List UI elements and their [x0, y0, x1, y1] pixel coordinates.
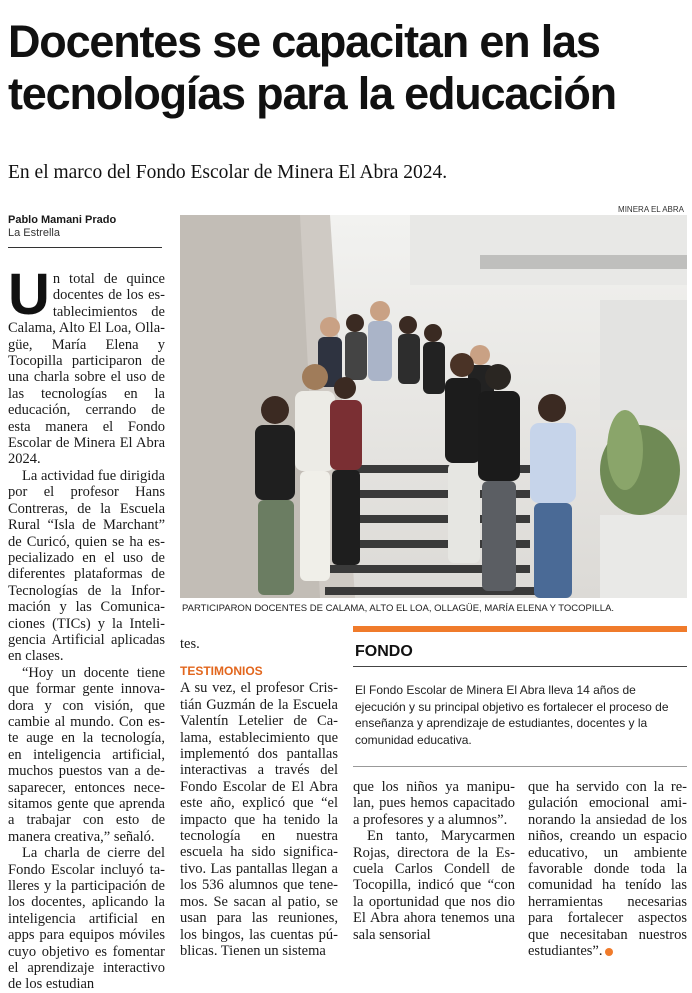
byline: [8, 214, 163, 239]
headline-line-1: Docentes se capacitan en las: [8, 16, 600, 67]
sidebar-title: FONDO: [355, 643, 413, 660]
author-name: Pablo Mamani Prado: [8, 214, 117, 226]
end-mark-icon: [605, 948, 613, 956]
paragraph-2: La actividad fue dirigida por el profesor Hans Contreras, de la Escuela Rural “Isla de Marchant” de Curicó, quien se ha especializado en el uso de diferentes plataformas de Tecnologías de la Información y las Comunicaciones (TICs) y la Inteligencia Artificial aplicadas en clases.: [8, 467, 165, 665]
paragraph-intro: [8, 262, 165, 468]
sidebar-divider: [353, 666, 687, 667]
body-column-3: [353, 779, 515, 943]
headline: [8, 16, 688, 120]
paragraph-6-continued: [528, 779, 687, 959]
photo-caption: PARTICIPARON DOCENTES DE CALAMA, ALTO EL LOA, OLLAGÜE, MARÍA ELENA Y TOCOPILLA.: [182, 603, 615, 614]
paragraph-6: En tanto, Marycarmen Rojas, directora de la Escuela Carlos Condell de Tocopilla, indicó que “con la oportunidad que nos dio El Abra ahora tenemos una sala sensorial: [353, 828, 515, 943]
body-column-4: [528, 779, 687, 959]
drop-cap: U: [8, 262, 50, 327]
photo-credit: MINERA EL ABRA: [618, 205, 684, 214]
sidebar-text: El Fondo Escolar de Minera El Abra lleva 14 años de ejecución y su principal objetivo es fortalecer el proceso de enseñanza y aprendizaje de estudiantes, docentes y la comunidad educativa.: [355, 683, 669, 747]
subtitle: En el marco del Fondo Escolar de Minera El Abra 2024.: [8, 162, 448, 183]
paragraph-4-continued: tes.: [180, 636, 200, 652]
group-photo: [180, 215, 687, 598]
paragraph-5-continued: que los niños ya manipulan, pues hemos capacitado a profesores y a alumnos”.: [353, 779, 515, 828]
paragraph-5: A su vez, el profesor Cristián Guzmán de la Escuela Valentín Letelier de Calama, establecimiento que implementó dos pantallas interactivas a través del Fondo Escolar de El Abra este año, explicó que “el impacto que ha tenido la tecnología en nuestra escuela ha sido significativo. Las pantallas llegan a los 536 alumnos que tenemos. Se sacan al patio, se usan para las reuniones, los bingos, las cuentas públicas. Tienen un sistema: [180, 680, 338, 959]
sidebar-bottom-divider: [353, 766, 687, 767]
paragraph-3: “Hoy un docente tiene que formar gente innovadora y con visión, que cambie al mundo. Con este auge en la tecnología, en inteligencia artificial, muchos puestos van a desaparecer, entonces necesitamos gente que aprenda a trabajar con esto de manera creativa,” señaló.: [8, 664, 165, 845]
sidebar-accent-bar: [353, 626, 687, 632]
section-heading-testimonios: TESTIMONIOS: [180, 664, 263, 679]
body-column-1: [8, 262, 165, 993]
paragraph-1-text: n total de quince docentes de los establecimientos de Calama, Alto El Loa, Ollagüe, María Elena y Tocopilla participaron de una charla sobre el uso de las tecnologías en la educación, cerrando de esta manera el Fondo Escolar de Minera El Abra 2024.: [8, 271, 165, 468]
group-photo-illustration: [180, 215, 687, 598]
byline-divider: [8, 247, 162, 248]
paragraph-4: La charla de cierre del Fondo Escolar incluyó talleres y la participación de los docentes, aplicando la inteligencia artificial en apps para equipos móviles cuyo objetivo es fomentar el aprendizaje interactivo de los estudian: [8, 845, 165, 993]
paragraph-6-continued-text: que ha servido con la regulación emocional aminorando la ansiedad de los niños, creando un espacio educativo, un ambiente favorable donde toda la comunidad ha tenído las herramientas necesarias para fortalecer aspectos que necesitaban nuestros estudiantes”.: [528, 779, 687, 960]
author-outlet: La Estrella: [8, 227, 60, 239]
headline-line-2: tecnologías para la educación: [8, 68, 616, 119]
body-column-2: [180, 636, 338, 959]
